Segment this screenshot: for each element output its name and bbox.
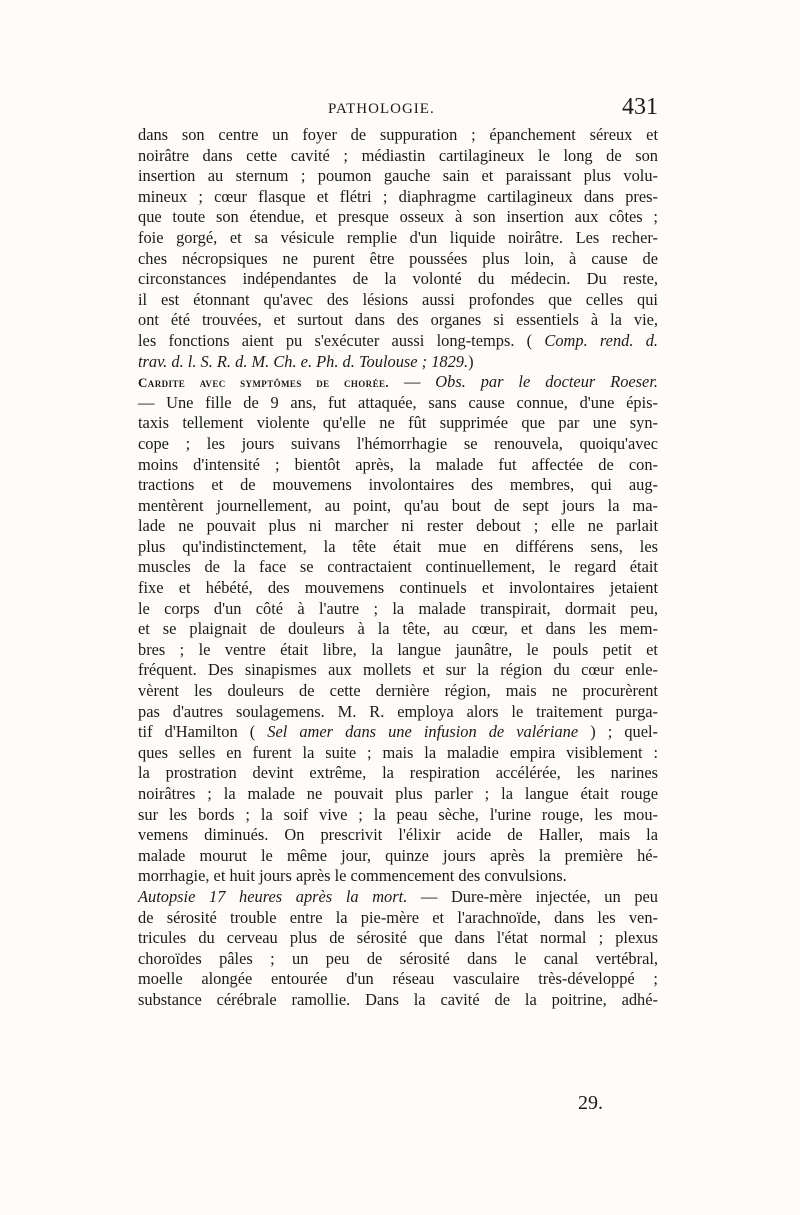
text-line: mentèrent journellement, au point, qu'au bout de sept jours la ma- [138,495,658,515]
text-line-with-citation [138,331,658,352]
text-line: plus qu'indistinctement, la tête était mue en différens sens, les [138,536,658,556]
signature-mark: 29. [578,1092,603,1114]
section-heading [138,372,658,393]
section-title: Cardite avec symptômes de chorée. [138,375,390,391]
text-line: noirâtre dans cette cavité ; médiastin cartilagineux le long de son [138,145,658,165]
text-line: mineux ; cœur flasque et flétri ; diaphragme cartilagineux dans pres- [138,186,658,206]
text-line: bres ; le ventre était libre, la langue jaunâtre, le pouls petit et [138,639,658,659]
text-line: circonstances indépendantes de la volonté du médecin. Du reste, [138,269,658,289]
text-line: ques selles en furent la suite ; mais la maladie empira visiblement : [138,742,658,762]
citation-start: Comp. rend. d. [544,330,658,350]
text-line: et se plaignait de douleurs à la tête, au cœur, et dans les mem- [138,619,658,639]
text-line: tricules du cerveau plus de sérosité que dans l'état normal ; plexus [138,928,658,948]
text-line: lade ne pouvait plus ni marcher ni rester debout ; elle ne parlait [138,516,658,536]
text-line: sur les bords ; la soif vive ; la peau sèche, l'urine rouge, les mou- [138,804,658,824]
treatment-italic: Sel amer dans une infusion de valériane [267,722,579,742]
text-fragment: — Dure-mère injectée, un peu [407,886,658,906]
citation-close: ) [468,351,474,371]
text-line: substance cérébrale ramollie. Dans la cavité de la poitrine, adhé- [138,989,658,1009]
text-line: noirâtres ; la malade ne pouvait plus parler ; la langue était rouge [138,784,658,803]
text-line: muscles de la face se contractaient continuellement, le regard était [138,557,658,577]
text-line: insertion au sternum ; poumon gauche sain et paraissant plus volu- [138,166,658,186]
text-line: malade mourut le même jour, quinze jours après la première hé- [138,845,658,865]
text-line: le corps d'un côté à l'autre ; la malade transpirait, dormait peu, [138,598,658,618]
section-attribution: Obs. par le docteur Roeser. [435,372,658,392]
autopsy-heading: Autopsie 17 heures après la mort. [138,886,408,906]
text-line: de sérosité trouble entre la pie-mère et l'arachnoïde, dans les ven- [138,907,658,927]
text-line: moelle alongée entourée d'un réseau vasculaire très-développé ; [138,969,658,989]
text-line: dans son centre un foyer de suppuration ; épanchement séreux et [138,125,658,144]
text-line: taxis tellement violente qu'elle ne fût supprimée que par une syn- [138,413,658,433]
autopsy-line [138,887,658,908]
text-line: tractions et de mouvemens involontaires des membres, qui aug- [138,475,658,495]
treatment-line [138,722,658,743]
text-fragment: les fonctions aient pu s'exécuter aussi long-temps. ( [138,330,533,350]
citation-line [138,352,658,373]
running-head: PATHOLOGIE. [328,101,435,117]
text-line: pas d'autres soulagemens. M. R. employa alors le traitement purga- [138,701,658,721]
section-dash: — [389,372,436,392]
text-line: fréquent. Des sinapismes aux mollets et sur la région du cœur enle- [138,660,658,680]
page-number: 431 [622,94,658,120]
text-line: ont été trouvées, et surtout dans des organes si essentiels à la vie, [138,310,658,330]
text-fragment: ) ; quel- [578,722,658,742]
text-line: moins d'intensité ; bientôt après, la malade fut affectée de con- [138,454,658,474]
text-line: il est étonnant qu'avec des lésions aussi profondes que celles qui [138,289,658,309]
text-line: choroïdes pâles ; un peu de sérosité dans le canal vertébral, [138,948,658,968]
page-header [138,96,658,126]
text-line: morrhagie, et huit jours après le commencement des convulsions. [138,866,567,886]
body-text [138,125,658,1011]
text-line: ches nécropsiques ne purent être poussées plus loin, à cause de [138,248,658,268]
text-line: que toute son étendue, et presque osseux à son insertion aux côtes ; [138,207,658,227]
text-line: — Une fille de 9 ans, fut attaquée, sans cause connue, d'une épis- [138,392,658,412]
citation: trav. d. l. S. R. d. M. Ch. e. Ph. d. Toulouse ; 1829. [138,351,469,371]
text-line: cope ; les jours suivans l'hémorrhagie se renouvela, quoiqu'avec [138,433,658,453]
text-line: vèrent les douleurs de cette dernière région, mais ne procurèrent [138,681,658,701]
text-line: la prostration devint extrême, la respiration accélérée, les narines [138,763,658,783]
text-line: vemens diminués. On prescrivit l'élixir acide de Haller, mais la [138,825,658,845]
text-line: fixe et hébété, des mouvemens continuels et involontaires jetaient [138,578,658,598]
text-line: foie gorgé, et sa vésicule remplie d'un liquide noirâtre. Les recher- [138,227,658,247]
text-fragment: tif d'Hamilton ( [138,722,268,742]
